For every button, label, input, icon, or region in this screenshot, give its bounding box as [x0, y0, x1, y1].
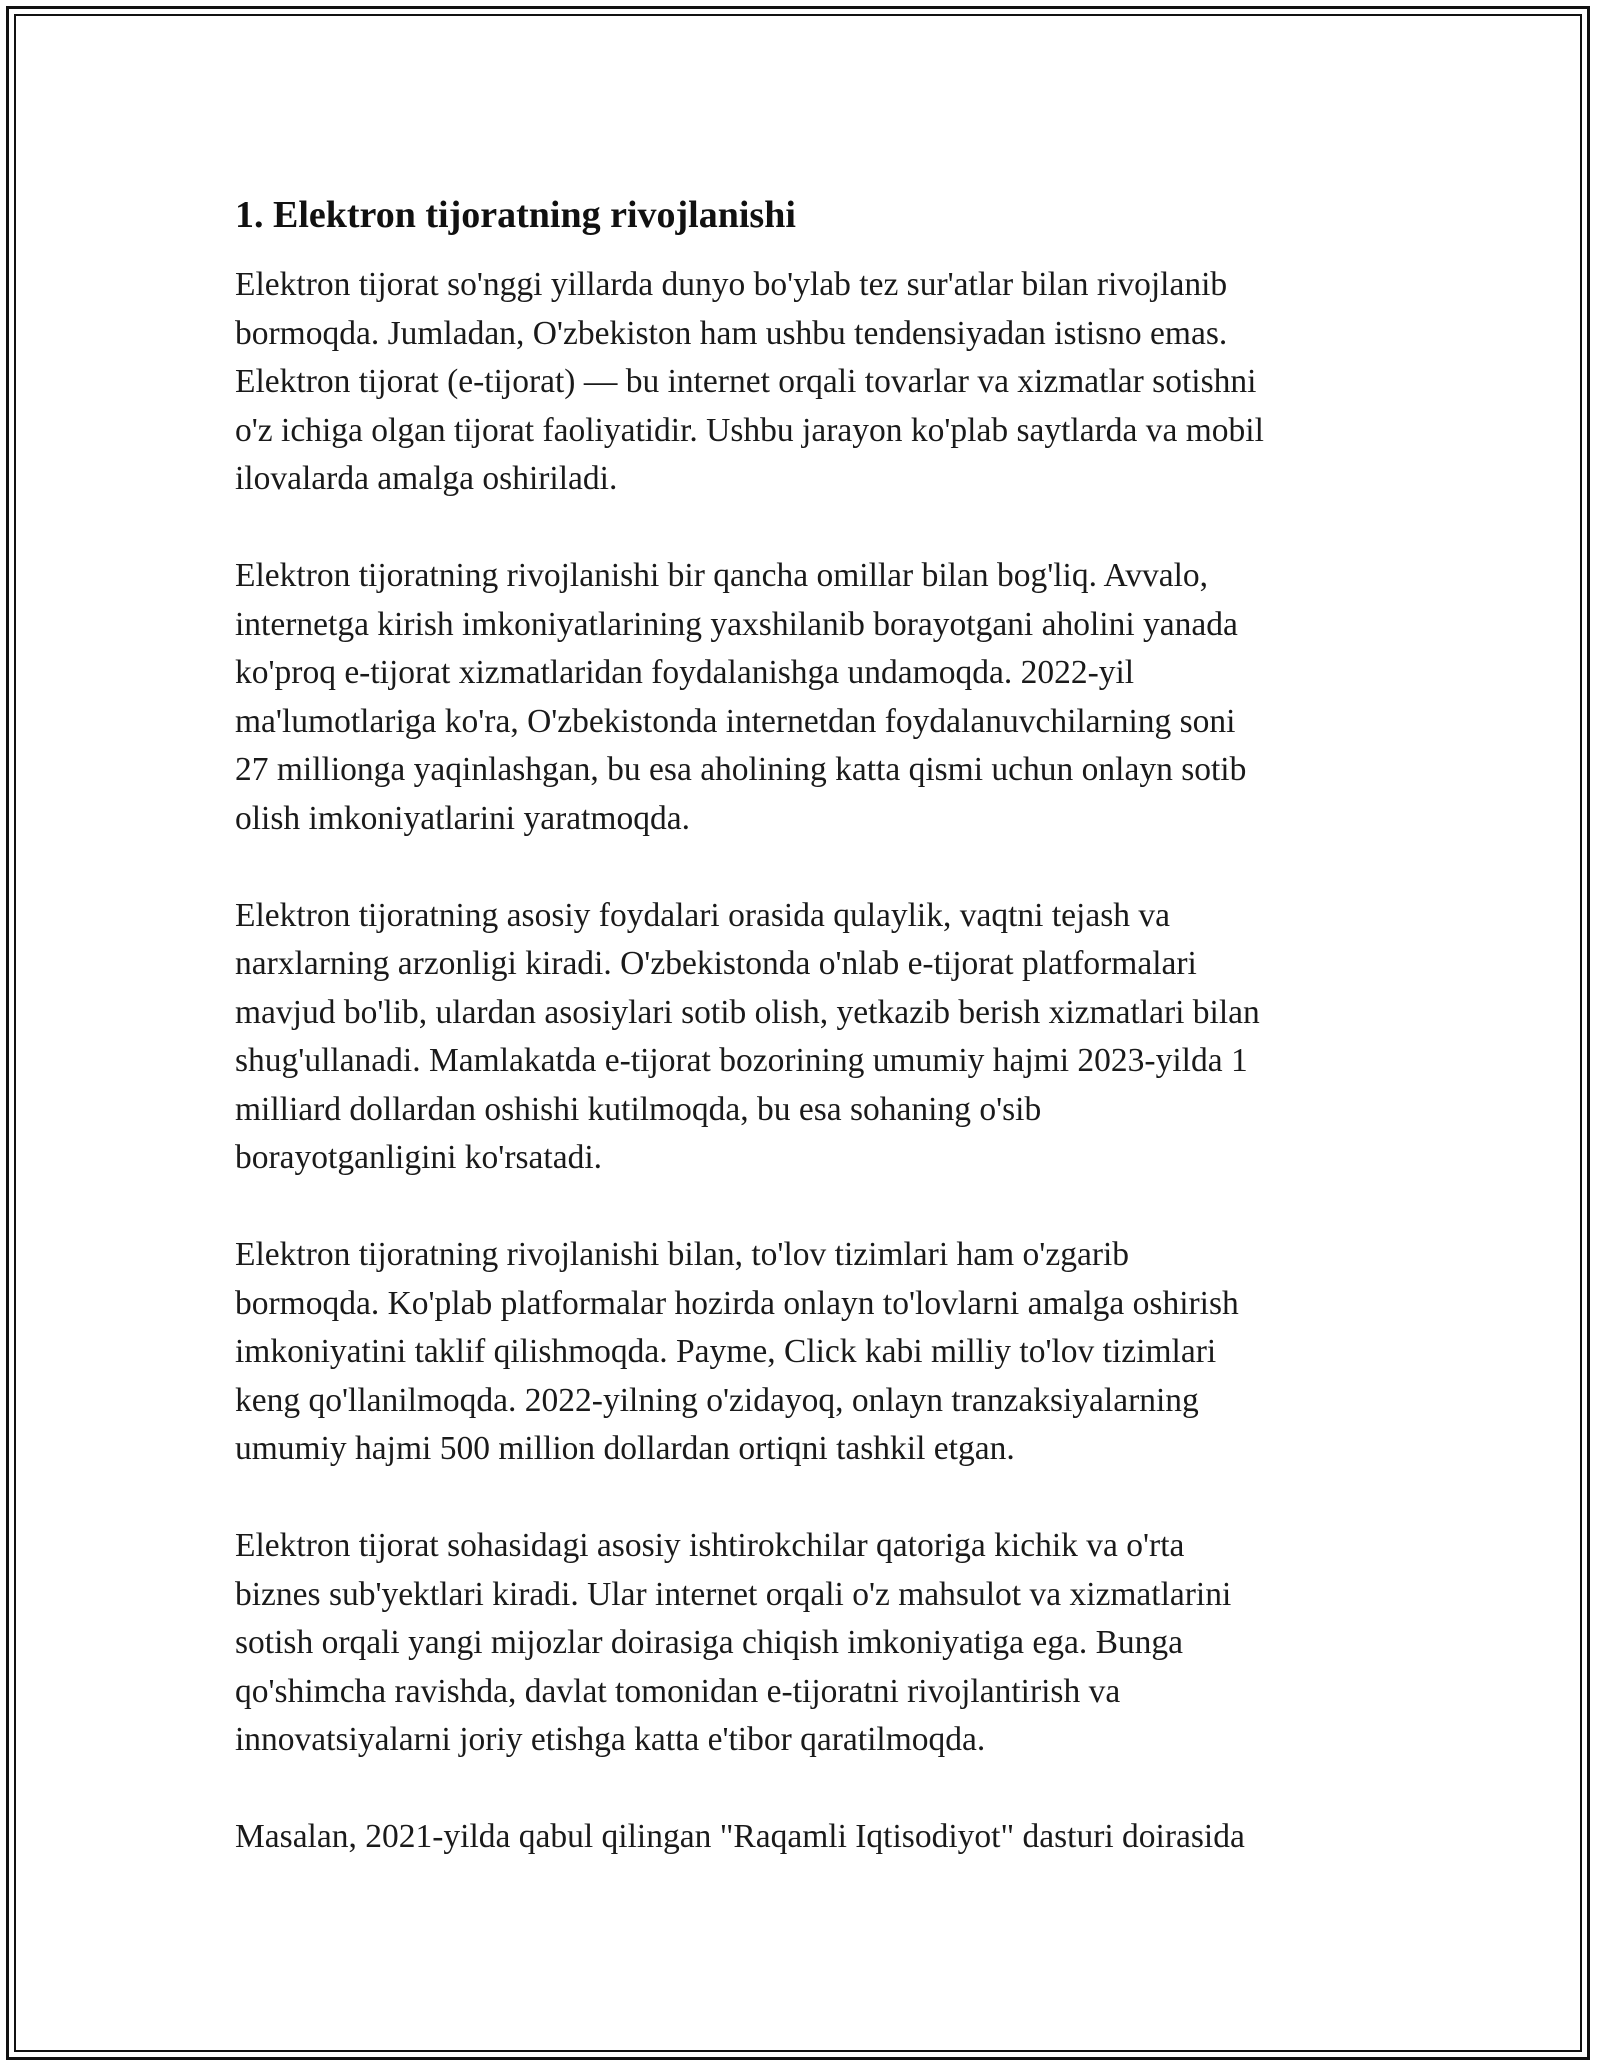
paragraph-line: sotish orqali yangi mijozlar doirasiga chiqish imkoniyatiga ega. Bunga — [235, 1624, 1184, 1661]
paragraph-line: Elektron tijoratning asosiy foydalari orasida qulaylik, vaqtni tejash va — [235, 896, 1170, 934]
paragraph-line: shug'ullanadi. Mamlakatda e-tijorat bozorining umumiy hajmi 2023-yilda 1 — [235, 1042, 1248, 1079]
paragraph-line: 27 millionga yaqinlashgan, bu esa aholining katta qismi uchun onlayn sotib — [235, 751, 1247, 788]
section-heading: 1. Elektron tijoratning rivojlanishi — [235, 194, 796, 236]
paragraph-line: keng qo'llanilmoqda. 2022-yilning o'zidayoq, onlayn tranzaksiyalarning — [235, 1381, 1199, 1419]
paragraph-line: Elektron tijoratning rivojlanishi bir qancha omillar bilan bog'liq. Avvalo, — [235, 557, 1209, 594]
paragraph-line: innovatsiyalarni joriy etishga katta e'tibor qaratilmoqda. — [235, 1721, 986, 1758]
paragraph-line: ilovalarda amalga oshiriladi. — [235, 460, 618, 497]
paragraph-line: bormoqda. Jumladan, O'zbekiston ham ushbu tendensiyadan istisno emas. — [235, 314, 1228, 352]
paragraph-line: bormoqda. Ko'plab platformalar hozirda onlayn to'lovlarni amalga oshirish — [235, 1284, 1239, 1322]
paragraph — [235, 1522, 1385, 1765]
paragraph-line: mavjud bo'lib, ulardan asosiylari sotib olish, yetkazib berish xizmatlari bilan — [235, 993, 1260, 1031]
paragraph-line: Elektron tijoratning rivojlanishi bilan, to'lov tizimlari ham o'zgarib — [235, 1236, 1130, 1273]
paragraph-line: Masalan, 2021-yilda qabul qilingan "Raqamli Iqtisodiyot" dasturi doirasida — [235, 1818, 1245, 1855]
paragraph — [235, 261, 1385, 504]
paragraph-line: Elektron tijorat so'nggi yillarda dunyo bo'ylab tez sur'atlar bilan rivojlanib — [235, 266, 1228, 303]
paragraph-line: imkoniyatini taklif qilishmoqda. Payme, Click kabi milliy to'lov tizimlari — [235, 1333, 1217, 1370]
paragraph-line: o'z ichiga olgan tijorat faoliyatidir. Ushbu jarayon ko'plab saytlarda va mobil — [235, 411, 1264, 449]
paragraph-line: biznes sub'yektlari kiradi. Ular internet orqali o'z mahsulot va xizmatlarini — [235, 1575, 1232, 1613]
paragraph-line: qo'shimcha ravishda, davlat tomonidan e-tijoratni rivojlantirish va — [235, 1672, 1121, 1710]
paragraph — [235, 892, 1385, 1183]
paragraph-line: olish imkoniyatlarini yaratmoqda. — [235, 799, 690, 837]
paragraphs-container — [235, 261, 1385, 1862]
paragraph — [235, 1813, 1385, 1862]
document-body — [235, 180, 1385, 1910]
paragraph-line: milliard dollardan oshishi kutilmoqda, bu esa sohaning o'sib — [235, 1090, 1042, 1128]
paragraph-line: ma'lumotlariga ko'ra, O'zbekistonda internetdan foydalanuvchilarning soni — [235, 702, 1236, 740]
paragraph-line: internetga kirish imkoniyatlarining yaxshilanib borayotgani aholini yanada — [235, 605, 1238, 643]
paragraph-line: borayotganligini ko'rsatadi. — [235, 1139, 603, 1176]
paragraph-line: ko'proq e-tijorat xizmatlaridan foydalanishga undamoqda. 2022-yil — [235, 654, 1135, 691]
paragraph-line: Elektron tijorat sohasidagi asosiy ishtirokchilar qatoriga kichik va o'rta — [235, 1527, 1185, 1564]
paragraph-line: umumiy hajmi 500 million dollardan ortiqni tashkil etgan. — [235, 1430, 1015, 1467]
paragraph — [235, 552, 1385, 843]
paragraph — [235, 1231, 1385, 1474]
paragraph-line: narxlarning arzonligi kiradi. O'zbekistonda o'nlab e-tijorat platformalari — [235, 945, 1197, 982]
paragraph-line: Elektron tijorat (e-tijorat) — bu internet orqali tovarlar va xizmatlar sotishni — [235, 363, 1257, 400]
